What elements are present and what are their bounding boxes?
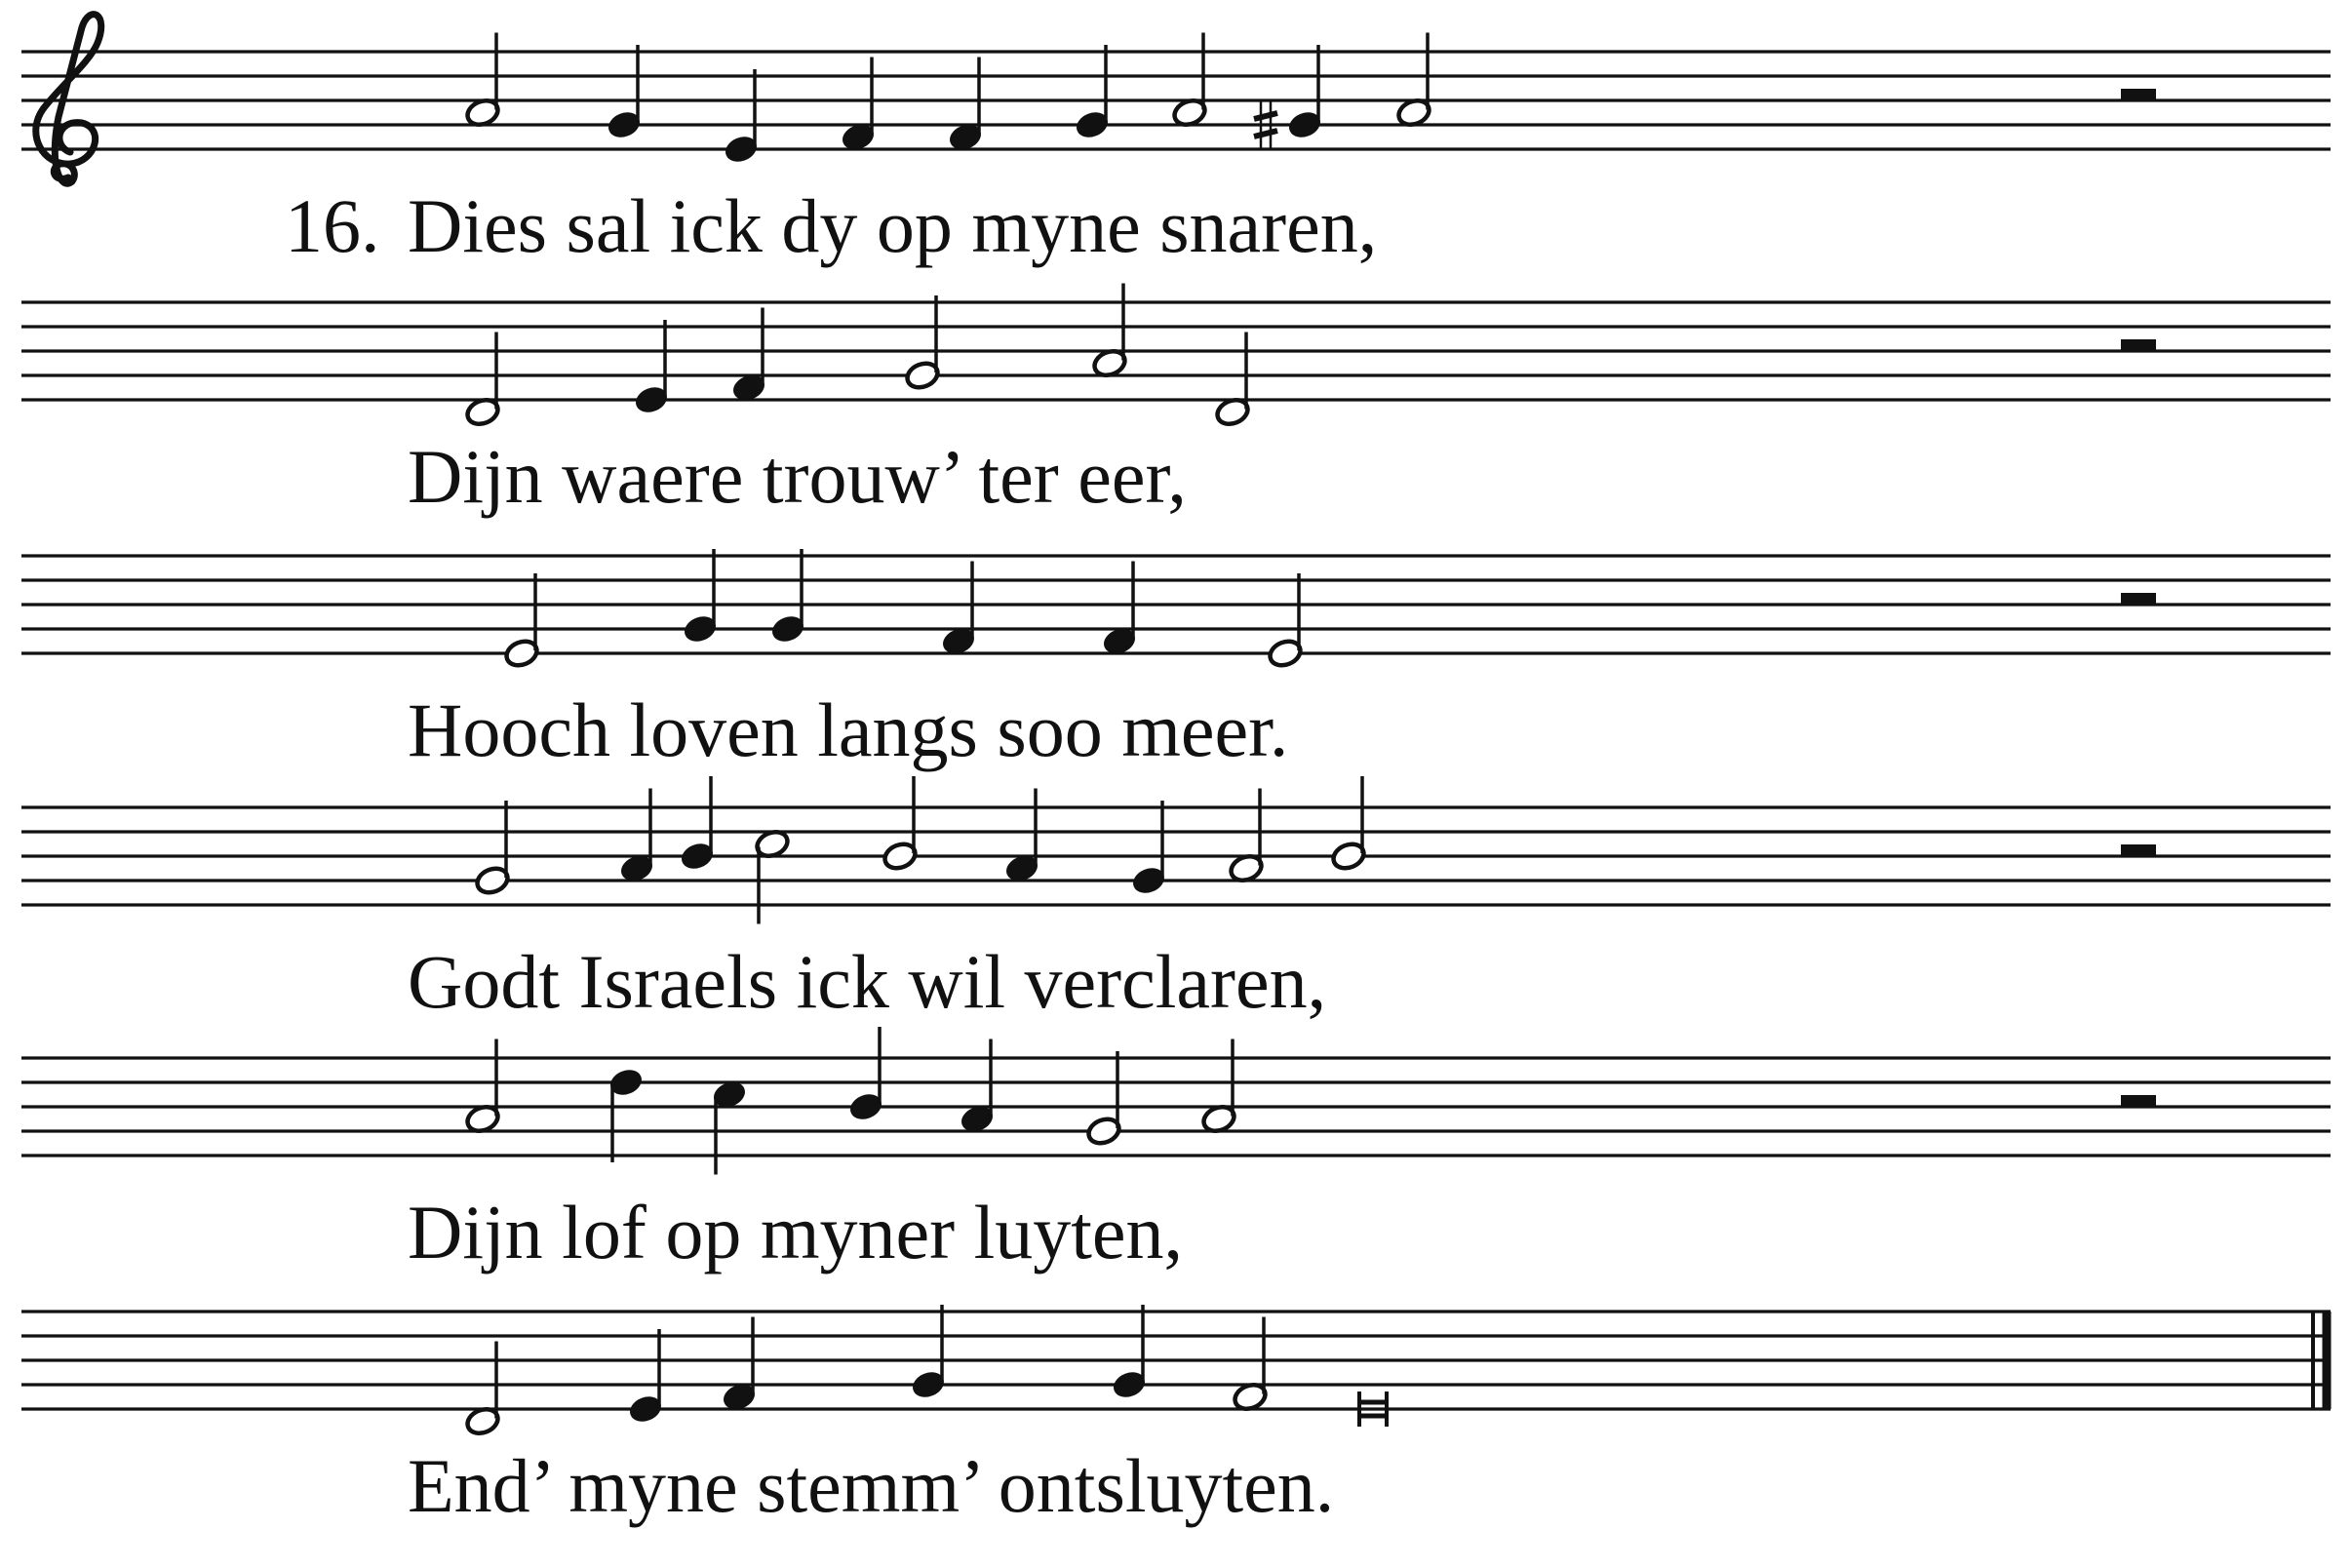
notes: [464, 1305, 1387, 1437]
note: [711, 1078, 748, 1175]
lyric-line: Hooch loven langs soo meer.: [408, 687, 1289, 772]
note: [1330, 776, 1367, 873]
treble-clef-icon: [36, 15, 101, 184]
note: [840, 58, 877, 154]
notes: [464, 1027, 1237, 1175]
note: [1074, 45, 1111, 141]
note: [679, 776, 716, 873]
note: [682, 549, 719, 646]
note: [940, 562, 977, 658]
note: [1130, 801, 1167, 897]
system-1: [21, 33, 2331, 269]
note: [464, 1039, 501, 1136]
note: [910, 1305, 947, 1401]
note: [1232, 1317, 1269, 1414]
note: [633, 320, 670, 416]
note: [723, 69, 760, 166]
note: [1085, 1051, 1122, 1148]
lyric-line: Dies sal ick dy op myne snaren,: [408, 183, 1378, 268]
note: [464, 1342, 501, 1438]
staff: [21, 52, 2331, 149]
rest-icon: [2121, 89, 2156, 100]
staff: [21, 1312, 2331, 1409]
note: [754, 828, 791, 924]
system-6: [21, 1305, 2331, 1528]
note: [464, 33, 501, 130]
note: [1267, 573, 1304, 670]
note: [1091, 284, 1128, 380]
note: [1254, 45, 1323, 150]
rest-icon: [2121, 339, 2156, 351]
note: [1200, 1039, 1237, 1136]
system-4: [21, 776, 2331, 1024]
rest-icon: [2121, 593, 2156, 605]
notes: [503, 549, 1304, 670]
note: [769, 549, 806, 646]
notes: [464, 284, 1251, 429]
note: [503, 573, 540, 670]
staff: [21, 1058, 2331, 1156]
staff: [21, 807, 2331, 905]
note: [1111, 1305, 1148, 1401]
note: [882, 776, 919, 873]
note: [1214, 333, 1251, 429]
lyric-line: Dijn lof op myner luyten,: [408, 1190, 1184, 1274]
note: [1003, 789, 1040, 885]
system-2: [21, 284, 2331, 520]
lyric-line: End’ myne stemm’ ontsluyten.: [408, 1443, 1335, 1528]
rest-icon: [2121, 1095, 2156, 1107]
notes: [474, 776, 1367, 924]
note: [1228, 789, 1265, 885]
note: [959, 1039, 996, 1136]
note: [904, 295, 941, 392]
note: [1395, 33, 1432, 130]
note: [474, 801, 511, 897]
rest-icon: [2121, 844, 2156, 856]
note: [721, 1317, 758, 1414]
lyric-line: Godt Israels ick wil verclaren,: [408, 939, 1327, 1024]
system-5: [21, 1027, 2331, 1274]
note: [1171, 33, 1208, 130]
staff: [21, 556, 2331, 653]
verse-number: 16.: [285, 183, 380, 268]
note: [608, 1066, 645, 1162]
note: [627, 1329, 664, 1426]
staff: [21, 302, 2331, 400]
note: [847, 1027, 884, 1123]
system-3: [21, 549, 2331, 772]
note: [606, 45, 643, 141]
note: [618, 789, 655, 885]
note: [464, 333, 501, 429]
lyric-line: Dijn waere trouw’ ter eer,: [408, 434, 1187, 519]
note: [730, 308, 767, 405]
note: [1101, 562, 1138, 658]
note: [947, 58, 984, 154]
